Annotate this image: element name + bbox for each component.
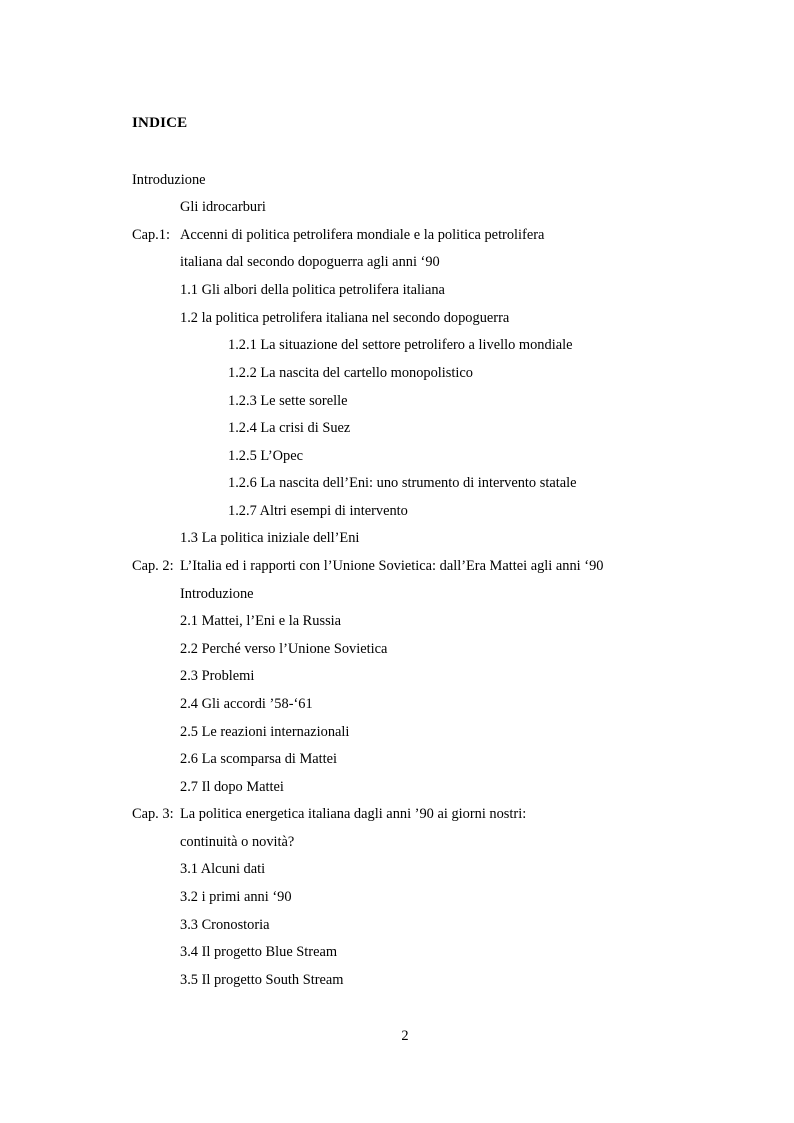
toc-intro: Introduzione xyxy=(132,172,206,188)
chapter-2-title: L’Italia ed i rapporti con l’Unione Sovietica: dall’Era Mattei agli anni ‘90 xyxy=(180,558,604,574)
chapter-3-label: Cap. 3: xyxy=(132,806,174,822)
toc-subsection: 1.2.7 Altri esempi di intervento xyxy=(228,503,408,519)
toc-section: 2.2 Perché verso l’Unione Sovietica xyxy=(180,641,388,657)
toc-section: 2.1 Mattei, l’Eni e la Russia xyxy=(180,613,342,629)
toc-subsection: 1.2.6 La nascita dell’Eni: uno strumento di intervento statale xyxy=(228,475,577,491)
toc-section: 3.1 Alcuni dati xyxy=(180,861,266,877)
chapter-1-title: Accenni di politica petrolifera mondiale e la politica petrolifera xyxy=(180,227,545,243)
toc-section: 2.4 Gli accordi ’58-‘61 xyxy=(180,696,313,712)
toc-section: 2.3 Problemi xyxy=(180,668,255,684)
toc-section: 1.2 la politica petrolifera italiana nel secondo dopoguerra xyxy=(180,310,510,326)
toc-intro-sub: Gli idrocarburi xyxy=(180,199,266,215)
toc-section: Introduzione xyxy=(180,586,254,602)
chapter-3-title: La politica energetica italiana dagli anni ’90 ai giorni nostri: xyxy=(180,806,527,822)
page-title: INDICE xyxy=(132,115,188,131)
toc-section: 3.2 i primi anni ‘90 xyxy=(180,889,292,905)
chapter-1-title-cont: italiana dal secondo dopoguerra agli anni ‘90 xyxy=(180,254,440,270)
toc-section: 2.5 Le reazioni internazionali xyxy=(180,724,350,740)
toc-subsection: 1.2.4 La crisi di Suez xyxy=(228,420,351,436)
toc-section: 3.3 Cronostoria xyxy=(180,917,270,933)
toc-section: 2.6 La scomparsa di Mattei xyxy=(180,751,338,767)
toc-section: 3.4 Il progetto Blue Stream xyxy=(180,944,338,960)
toc-subsection: 1.2.5 L’Opec xyxy=(228,448,304,464)
chapter-3-title-cont: continuità o novità? xyxy=(180,834,295,850)
toc-section: 2.7 Il dopo Mattei xyxy=(180,779,284,795)
toc-section: 1.3 La politica iniziale dell’Eni xyxy=(180,530,360,546)
chapter-2-label: Cap. 2: xyxy=(132,558,174,574)
toc-section: 1.1 Gli albori della politica petrolifera italiana xyxy=(180,282,445,298)
page-number: 2 xyxy=(401,1028,409,1044)
toc-section: 3.5 Il progetto South Stream xyxy=(180,972,344,988)
toc-subsection: 1.2.2 La nascita del cartello monopolistico xyxy=(228,365,473,381)
toc-subsection: 1.2.1 La situazione del settore petrolifero a livello mondiale xyxy=(228,337,573,353)
toc-subsection: 1.2.3 Le sette sorelle xyxy=(228,393,348,409)
chapter-1-label: Cap.1: xyxy=(132,227,170,243)
